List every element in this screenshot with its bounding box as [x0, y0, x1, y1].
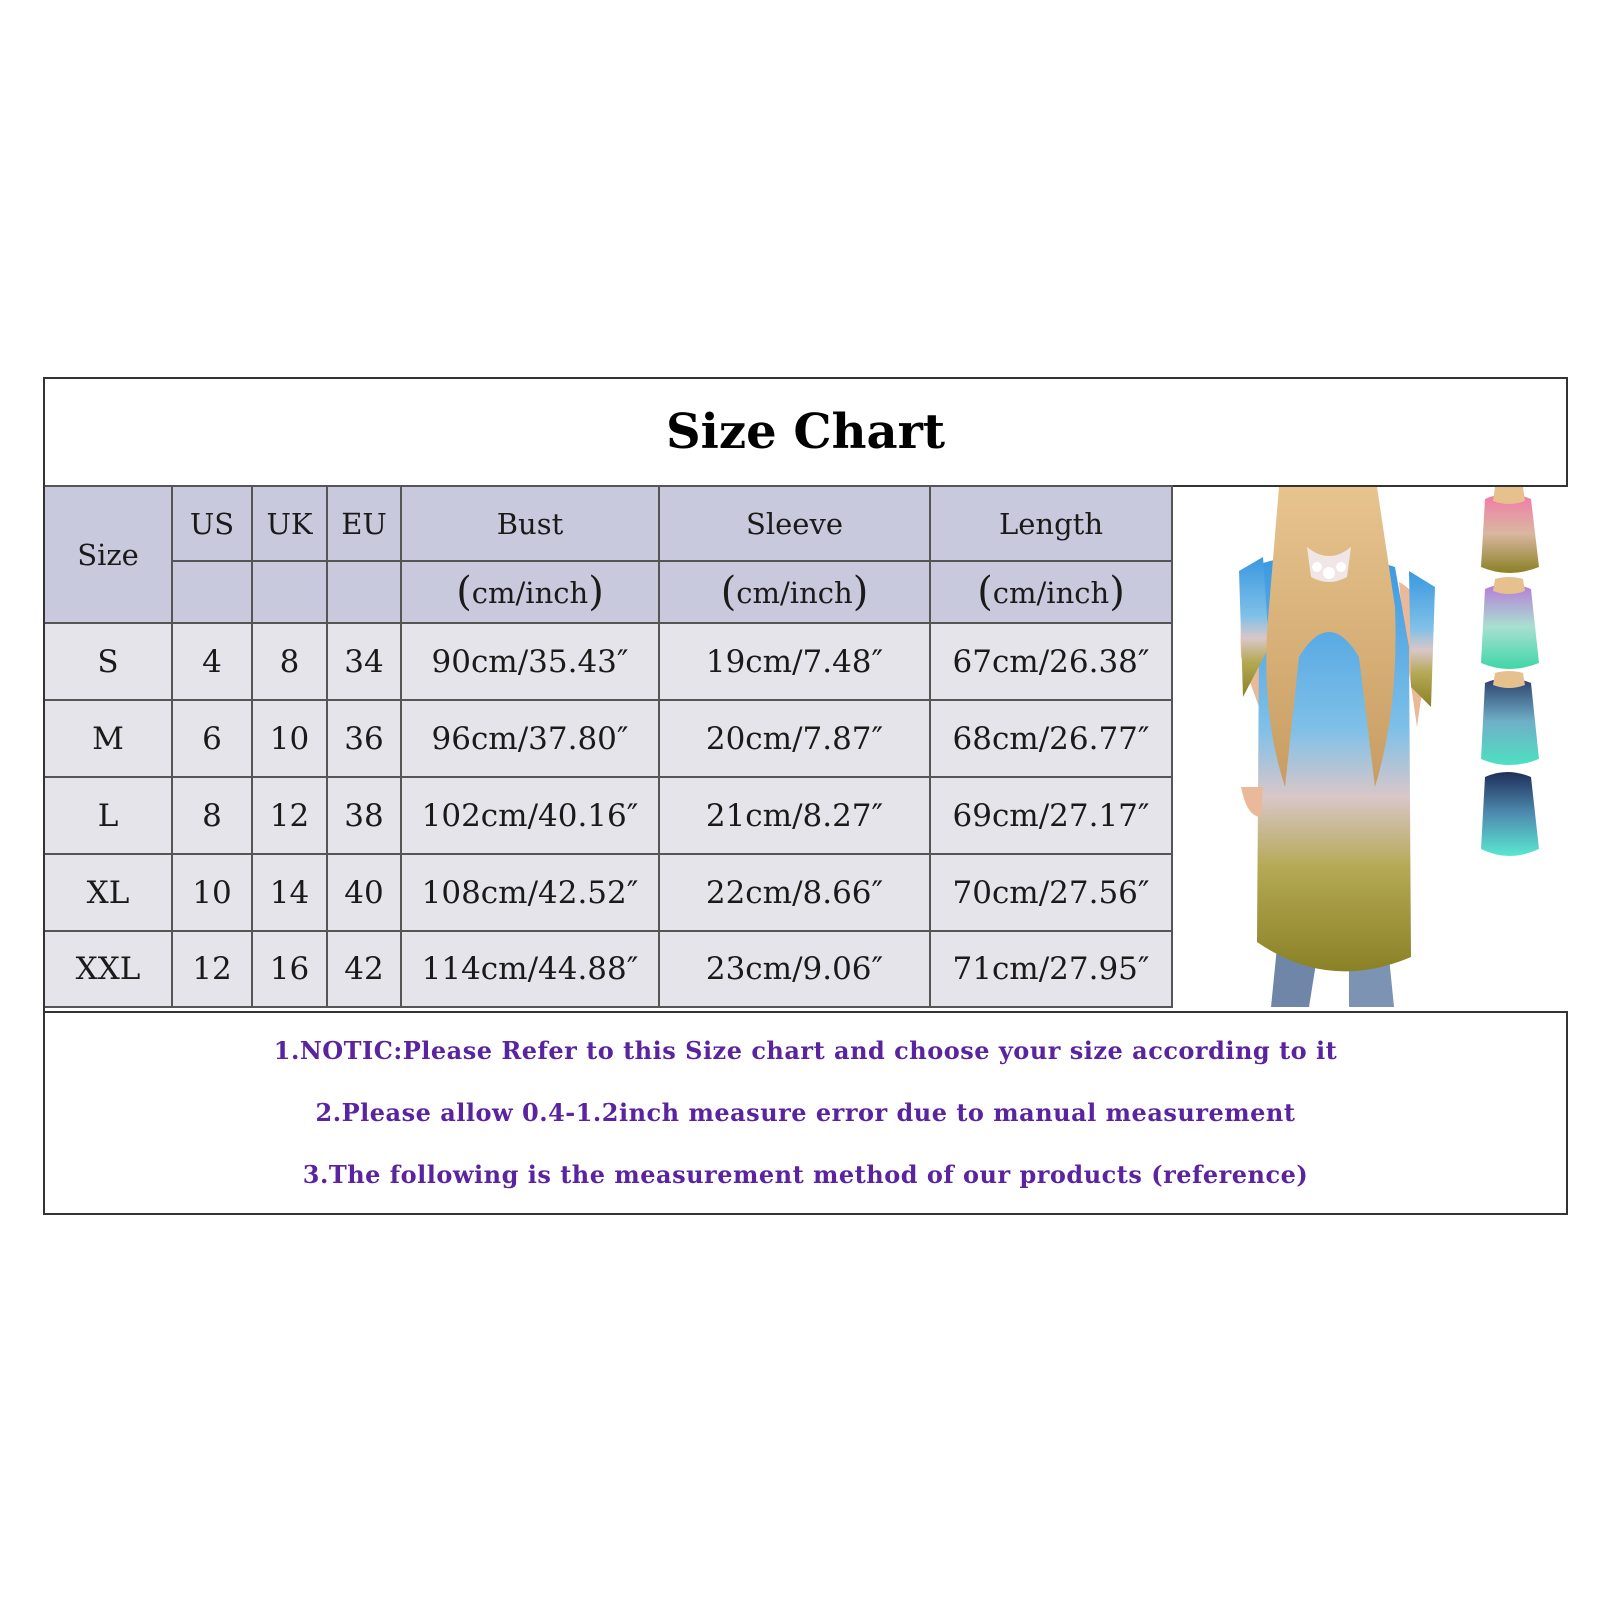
cell-uk: 10: [252, 700, 327, 777]
unit-label: cm/inch: [471, 576, 589, 610]
unit-label: cm/inch: [992, 576, 1110, 610]
cell-sleeve: 23cm/9.06″: [659, 931, 930, 1007]
cell-sleeve: 20cm/7.87″: [659, 700, 930, 777]
notes-section: [45, 1011, 1566, 1213]
size-table: [45, 485, 1173, 1008]
unit-sleeve: (cm/inch): [659, 561, 930, 623]
product-photos: [1199, 487, 1568, 1011]
cell-eu: 34: [327, 623, 401, 700]
cell-uk: 16: [252, 931, 327, 1007]
cell-eu: 42: [327, 931, 401, 1007]
cell-length: 71cm/27.95″: [930, 931, 1172, 1007]
unit-length: (cm/inch): [930, 561, 1172, 623]
color-variant-dark: [1481, 772, 1539, 856]
unit-empty-us: [172, 561, 252, 623]
cell-size: S: [45, 623, 172, 700]
table-row: [45, 931, 1172, 1007]
cell-length: 68cm/26.77″: [930, 700, 1172, 777]
cell-length: 70cm/27.56″: [930, 854, 1172, 931]
unit-empty-eu: [327, 561, 401, 623]
cell-size: M: [45, 700, 172, 777]
header-sleeve: Sleeve: [659, 486, 930, 561]
note-3: 3.The following is the measurement method of our products (reference): [302, 1160, 1309, 1189]
cell-bust: 102cm/40.16″: [401, 777, 659, 854]
main-model: [1239, 487, 1435, 1007]
header-uk: UK: [252, 486, 327, 561]
header-length: Length: [930, 486, 1172, 561]
cell-size: XL: [45, 854, 172, 931]
unit-empty-uk: [252, 561, 327, 623]
product-photo-illustration: [1199, 487, 1568, 1011]
header-row: [45, 486, 1172, 561]
cell-us: 10: [172, 854, 252, 931]
color-variant-pink: [1481, 487, 1539, 573]
cell-eu: 40: [327, 854, 401, 931]
table-row: [45, 700, 1172, 777]
size-chart-frame: [43, 377, 1568, 1215]
note-1: 1.NOTIC:Please Refer to this Size chart and choose your size according to it: [273, 1036, 1338, 1065]
table-row: [45, 623, 1172, 700]
header-us: US: [172, 486, 252, 561]
cell-bust: 90cm/35.43″: [401, 623, 659, 700]
color-variant-purple: [1481, 577, 1539, 669]
color-variant-navy: [1481, 671, 1539, 765]
cell-sleeve: 21cm/8.27″: [659, 777, 930, 854]
cell-eu: 36: [327, 700, 401, 777]
cell-sleeve: 22cm/8.66″: [659, 854, 930, 931]
note-2: 2.Please allow 0.4-1.2inch measure error due to manual measurement: [315, 1098, 1296, 1127]
cell-uk: 14: [252, 854, 327, 931]
cell-us: 8: [172, 777, 252, 854]
cell-size: XXL: [45, 931, 172, 1007]
cell-eu: 38: [327, 777, 401, 854]
unit-label: cm/inch: [736, 576, 853, 610]
unit-bust: (cm/inch): [401, 561, 659, 623]
cell-us: 12: [172, 931, 252, 1007]
cell-us: 4: [172, 623, 252, 700]
cell-uk: 12: [252, 777, 327, 854]
chart-title: Size Chart: [45, 379, 1566, 487]
cell-length: 69cm/27.17″: [930, 777, 1172, 854]
header-bust: Bust: [401, 486, 659, 561]
unit-row: [45, 561, 1172, 623]
table-row: [45, 854, 1172, 931]
cell-bust: 114cm/44.88″: [401, 931, 659, 1007]
header-eu: EU: [327, 486, 401, 561]
cell-length: 67cm/26.38″: [930, 623, 1172, 700]
cell-uk: 8: [252, 623, 327, 700]
cell-sleeve: 19cm/7.48″: [659, 623, 930, 700]
cell-bust: 96cm/37.80″: [401, 700, 659, 777]
cell-us: 6: [172, 700, 252, 777]
header-size: Size: [45, 486, 172, 623]
table-row: [45, 777, 1172, 854]
cell-bust: 108cm/42.52″: [401, 854, 659, 931]
cell-size: L: [45, 777, 172, 854]
